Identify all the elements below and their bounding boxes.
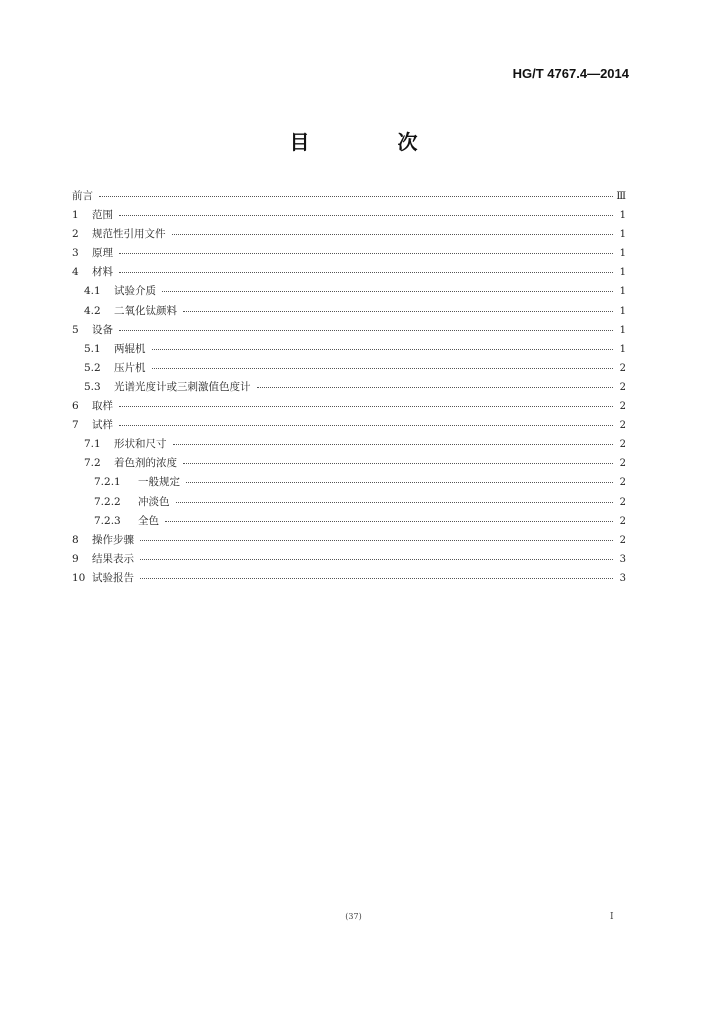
footer-page-number: (37): [345, 912, 362, 921]
toc-entry-page: Ⅲ: [616, 191, 626, 202]
toc-entry-page: 2: [619, 362, 626, 374]
toc-entry-label: 原理: [92, 247, 113, 260]
toc-leader-dots: [99, 184, 613, 197]
toc-leader-dots: [119, 413, 613, 426]
toc-leader-dots: [119, 260, 613, 273]
toc-entry-page: 1: [619, 343, 626, 355]
toc-leader-dots: [162, 279, 613, 292]
toc-entry-number: 4: [72, 266, 79, 279]
toc-entry-number: 5.2: [84, 361, 101, 374]
toc-entry-page: 2: [619, 439, 626, 451]
toc-leader-dots: [257, 375, 614, 388]
toc-entry-number: 7.2: [84, 457, 101, 470]
table-of-contents: [72, 186, 626, 587]
toc-entry-label: 范围: [92, 209, 113, 222]
toc-entry-page: 2: [619, 496, 626, 508]
toc-entry-label: 规范性引用文件: [92, 228, 166, 241]
toc-leader-dots: [140, 566, 613, 579]
toc-entry-label: 两辊机: [114, 342, 146, 355]
toc-leader-dots: [152, 356, 614, 369]
toc-entry-page: 2: [619, 534, 626, 546]
toc-leader-dots: [165, 509, 613, 522]
footer-mark: I: [610, 912, 614, 922]
toc-leader-dots: [176, 490, 614, 503]
toc-entry-number: 2: [72, 228, 79, 241]
toc-leader-dots: [119, 203, 613, 216]
toc-leader-dots: [140, 528, 613, 541]
toc-entry-page: 2: [619, 515, 626, 527]
toc-leader-dots: [140, 547, 613, 560]
toc-entry-page: 2: [619, 477, 626, 489]
toc-entry-page: 1: [619, 324, 626, 336]
standard-code: HG/T 4767.4—2014: [512, 66, 629, 81]
toc-entry-page: 1: [619, 210, 626, 222]
toc-entry-label: 试样: [92, 419, 113, 432]
toc-leader-dots: [186, 470, 613, 483]
toc-entry-page: 3: [619, 553, 626, 565]
toc-entry-number: 10: [72, 571, 86, 584]
toc-entry-number: 4.2: [84, 304, 101, 317]
toc-entry-page: 1: [619, 267, 626, 279]
toc-entry-label: 着色剂的浓度: [114, 457, 177, 470]
toc-entry-label: 前言: [72, 190, 93, 202]
toc-entry-page: 2: [619, 458, 626, 470]
toc-entry-number: 6: [72, 400, 79, 413]
toc-entry-number: 8: [72, 533, 79, 546]
toc-entry-label: 材料: [92, 266, 113, 279]
toc-leader-dots: [183, 451, 613, 464]
toc-leader-dots: [183, 299, 613, 312]
toc-entry[interactable]: [72, 568, 626, 587]
toc-entry-label: 光谱光度计或三刺激值色度计: [114, 380, 251, 393]
toc-entry-page: 3: [619, 572, 626, 584]
toc-leader-dots: [119, 241, 613, 254]
toc-entry-number: 5.1: [84, 342, 101, 355]
toc-entry-page: 2: [619, 381, 626, 393]
toc-leader-dots: [119, 394, 613, 407]
toc-entry-label: 结果表示: [92, 552, 134, 565]
toc-entry-number: 4.1: [84, 285, 101, 298]
toc-entry-page: 1: [619, 248, 626, 260]
page-title: 目 次: [289, 130, 452, 154]
toc-leader-dots: [119, 318, 613, 331]
toc-entry-label: 全色: [138, 514, 159, 527]
toc-leader-dots: [152, 337, 614, 350]
toc-entry-label: 冲淡色: [138, 495, 170, 508]
toc-entry-label: 一般规定: [138, 476, 180, 489]
toc-entry-page: 2: [619, 420, 626, 432]
toc-entry-number: 3: [72, 247, 79, 260]
toc-entry-number: 7: [72, 419, 79, 432]
toc-entry-number: 5.3: [84, 380, 101, 393]
toc-entry-number: 7.2.3: [94, 514, 121, 527]
toc-entry-label: 试验报告: [92, 571, 134, 584]
toc-entry-label: 二氧化钛颜料: [114, 304, 177, 317]
toc-entry-number: 1: [72, 209, 79, 222]
toc-entry-number: 7.2.2: [94, 495, 121, 508]
toc-entry-page: 1: [619, 286, 626, 298]
toc-entry-number: 7.1: [84, 438, 101, 451]
toc-entry-label: 设备: [92, 323, 113, 336]
toc-entry-number: 7.2.1: [94, 476, 121, 489]
toc-leader-dots: [173, 432, 614, 445]
toc-entry-page: 2: [619, 401, 626, 413]
toc-entry-label: 试验介质: [114, 285, 156, 298]
toc-entry-page: 1: [619, 305, 626, 317]
toc-leader-dots: [172, 222, 614, 235]
toc-entry-label: 取样: [92, 400, 113, 413]
toc-entry-label: 形状和尺寸: [114, 438, 167, 451]
toc-entry-label: 操作步骤: [92, 533, 134, 546]
toc-entry-label: 压片机: [114, 361, 146, 374]
toc-entry-number: 5: [72, 323, 79, 336]
toc-entry-number: 9: [72, 552, 79, 565]
toc-entry-page: 1: [619, 229, 626, 241]
